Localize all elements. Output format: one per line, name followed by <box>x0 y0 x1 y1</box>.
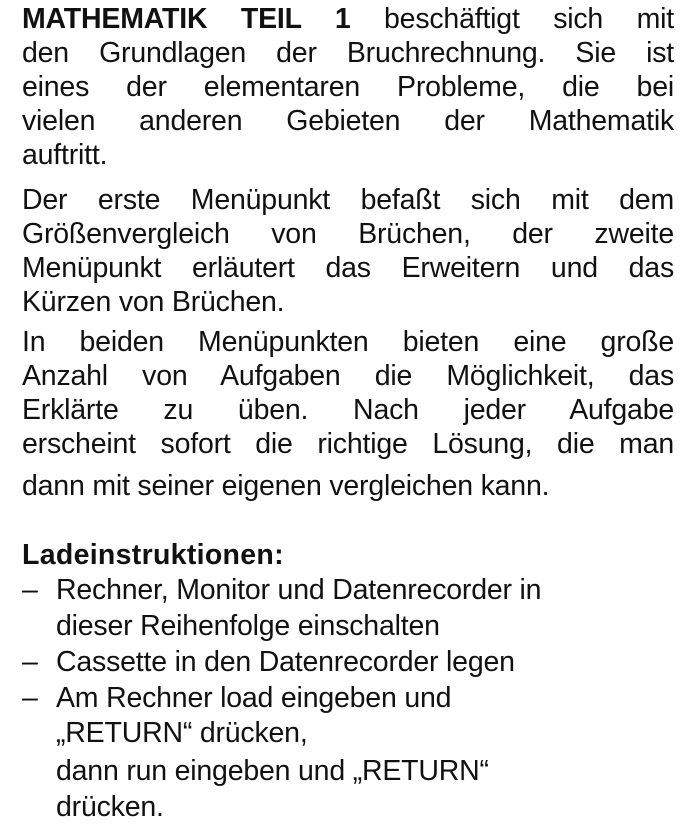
intro-line-1-rest: beschäftigt sich mit <box>384 3 675 35</box>
dash-bullet: – <box>22 574 38 606</box>
para3-line-1: In beiden Menüpunkten bieten eine große <box>22 326 674 358</box>
instructions-heading: Ladeinstruktionen: <box>22 539 284 571</box>
para3-line-3: Erklärte zu üben. Nach jeder Aufgabe <box>22 394 674 426</box>
intro-title: MATHEMATIK TEIL 1 <box>22 3 351 35</box>
step-3-line-1: Am Rechner load eingeben und <box>56 682 452 714</box>
dash-bullet: – <box>22 646 38 678</box>
intro-line-3: eines der elementaren Probleme, die bei <box>22 71 674 103</box>
para3-line-4: erscheint sofort die richtige Lösung, die man <box>22 428 674 460</box>
intro-line-5: auftritt. <box>22 139 108 171</box>
step-3-line-2: „RETURN“ drücken, <box>56 717 308 749</box>
step-1-line-2: dieser Reihenfolge einschalten <box>56 610 440 642</box>
step-3-line-4: drücken. <box>56 791 164 823</box>
intro-line-4: vielen anderen Gebieten der Mathematik <box>22 105 674 137</box>
step-3-line-3: dann run eingeben und „RETURN“ <box>56 755 489 787</box>
para3-line-2: Anzahl von Aufgaben die Möglichkeit, das <box>22 360 674 392</box>
para3-line-5: dann mit seiner eigenen vergleichen kann. <box>22 470 550 502</box>
step-1-line-1: Rechner, Monitor und Datenrecorder in <box>56 574 542 606</box>
para2-line-3: Menüpunkt erläutert das Erweitern und das <box>22 252 674 284</box>
para2-line-1: Der erste Menüpunkt befaßt sich mit dem <box>22 184 674 216</box>
dash-bullet: – <box>22 682 38 714</box>
intro-line-1 <box>22 2 674 36</box>
step-2-line-1: Cassette in den Datenrecorder legen <box>56 646 515 678</box>
para2-line-2: Größenvergleich von Brüchen, der zweite <box>22 218 674 250</box>
intro-line-2: den Grundlagen der Bruchrechnung. Sie ist <box>22 37 674 69</box>
para2-line-4: Kürzen von Brüchen. <box>22 286 285 318</box>
